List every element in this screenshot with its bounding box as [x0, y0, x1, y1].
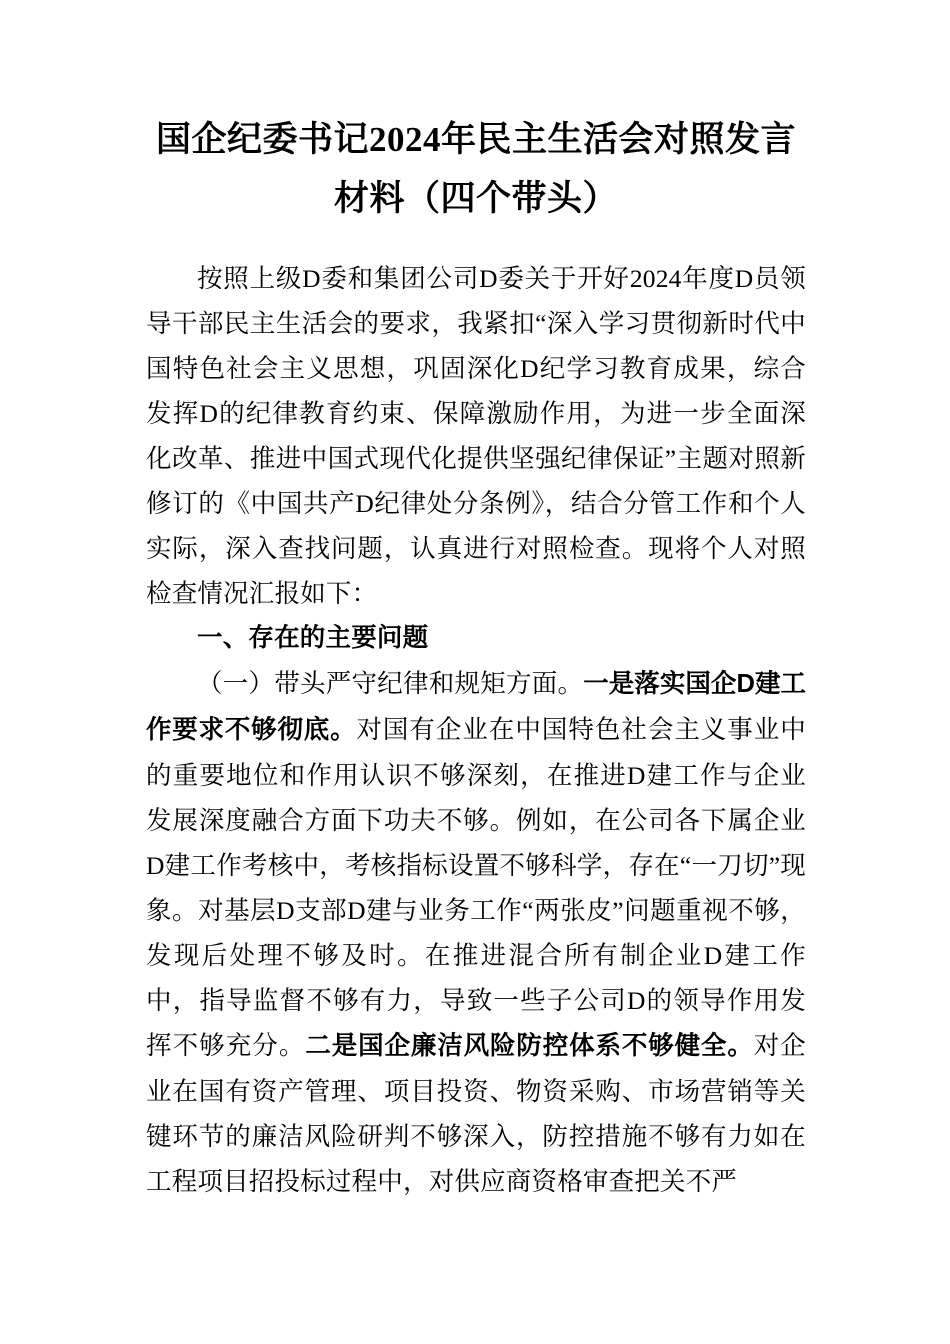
point-two-body: 对企业在国有资产管理、项目投资、物资采购、市场营销等关键环节的廉洁风险研判不够深入，防控措施不够有力如在工程项目招投标过程中，对供应商资格审查把关不严	[146, 1031, 806, 1196]
bold-point-two: 二是国企廉洁风险防控体系不够健全。	[305, 1032, 754, 1060]
document-title: 国企纪委书记2024年民主生活会对照发言材料（四个带头）	[155, 120, 796, 218]
document-content	[146, 0, 806, 1204]
point-one-body: 对国有企业在中国特色社会主义事业中的重要地位和作用认识不够深刻，在推进D建工作与企业发展深度融合方面下功夫不够。例如，在公司各下属企业D建工作考核中，考核指标设置不够科学，存在“一刀切”现象。对基层D支部D建与业务工作“两张皮”问题重视不够，发现后处理不够及时。在推进混合所有制企业D建工作中，指导监督不够有力，导致一些子公司D的领导作用发挥不够充分。	[146, 715, 806, 1060]
section-heading-main-problems: 一、存在的主要问题	[197, 624, 429, 652]
subsection-label-one: （一）带头严守纪律和规矩方面。	[197, 669, 584, 698]
subsection-discipline-paragraph	[146, 661, 806, 1204]
bold-point-one: 一是落实国企D建工作要求不够彻底。	[146, 670, 806, 744]
opening-paragraph: 按照上级D委和集团公司D委关于开好2024年度D员领导干部民主生活会的要求，我紧扣“深入学习贯彻新时代中国特色社会主义思想，巩固深化D纪学习教育成果，综合发挥D的纪律教育约束、保障激励作用，为进一步全面深化改革、推进中国式现代化提供坚强纪律保证”主题对照新修订的《中国共产D纪律处分条例》，结合分管工作和个人实际，深入查找问题，认真进行对照检查。现将个人对照检查情况汇报如下：	[146, 264, 806, 608]
